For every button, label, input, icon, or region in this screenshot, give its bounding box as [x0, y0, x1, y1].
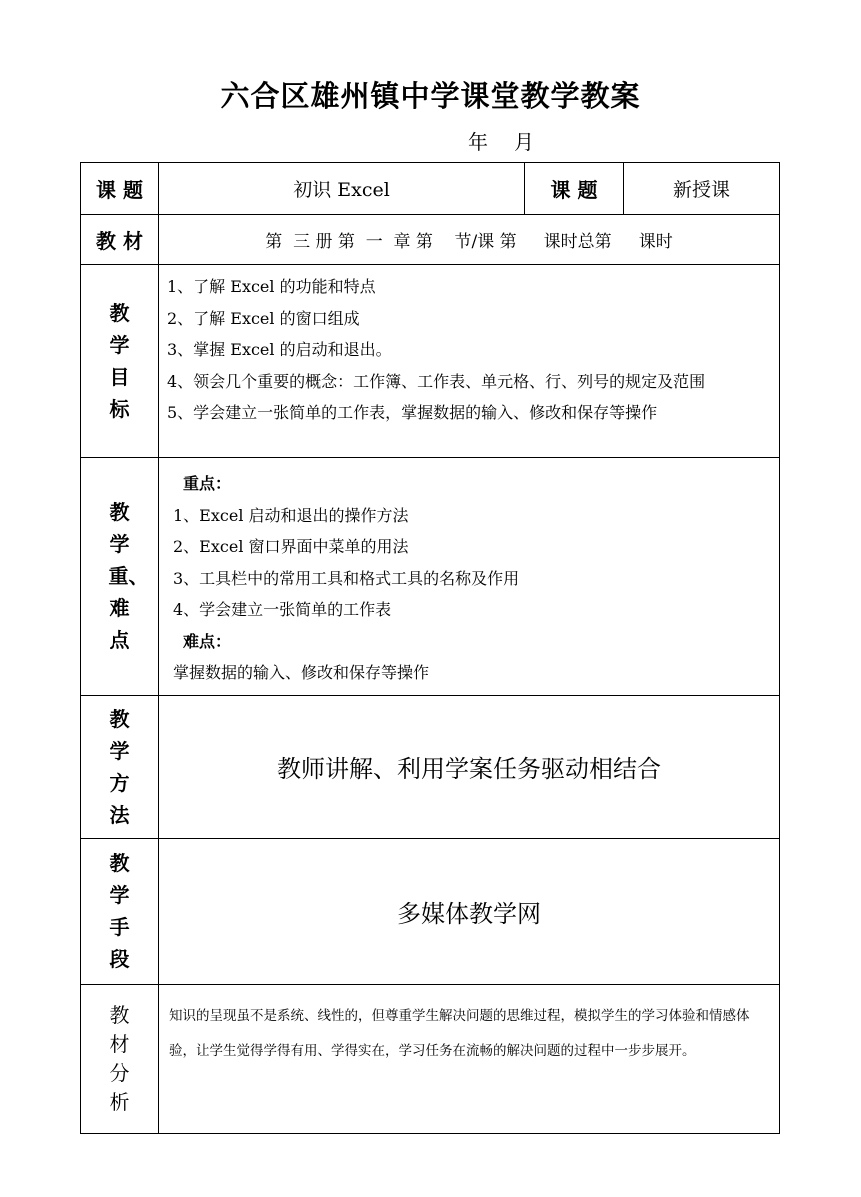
key-points-label-char: 点	[109, 628, 130, 653]
objectives-label-char: 标	[109, 397, 130, 421]
key-points-label	[81, 458, 159, 696]
key-points-row	[81, 458, 780, 696]
key-points-label-char: 学	[109, 532, 130, 557]
objective-item: 5、学会建立一张简单的工作表，掌握数据的输入、修改和保存等操作	[167, 403, 658, 422]
means-label-char: 手	[109, 915, 130, 939]
key-item: 3、工具栏中的常用工具和格式工具的名称及作用	[173, 568, 520, 588]
type-value: 新授课	[624, 163, 780, 215]
difficult-item: 掌握数据的输入、修改和保存等操作	[173, 663, 430, 682]
means-row	[81, 838, 780, 984]
type-label: 课 题	[525, 163, 624, 215]
objectives-list	[159, 265, 780, 458]
date-line	[468, 126, 560, 155]
topic-row	[81, 163, 780, 215]
analysis-label	[81, 984, 159, 1133]
analysis-label-char: 分	[109, 1060, 130, 1085]
textbook-value: 第 三 册 第 一 章 第 节/课 第 课时总第 课时	[159, 215, 780, 265]
objectives-label-char: 学	[109, 333, 130, 357]
key-item: 1、Excel 启动和退出的操作方法	[173, 505, 409, 525]
key-points-content	[159, 458, 780, 696]
method-label-char: 方	[109, 770, 130, 795]
method-label-char: 法	[109, 802, 130, 827]
analysis-row	[81, 984, 780, 1133]
objectives-row	[81, 265, 780, 458]
method-label-char: 教	[109, 706, 130, 731]
means-label	[81, 838, 159, 984]
method-row	[81, 695, 780, 838]
objective-item: 2、了解 Excel 的窗口组成	[167, 308, 360, 328]
objectives-label-char: 目	[109, 365, 130, 389]
objective-item: 4、领会几个重要的概念：工作簿、工作表、单元格、行、列号的规定及范围	[167, 371, 706, 391]
topic-label: 课 题	[81, 163, 159, 215]
method-label	[81, 695, 159, 838]
means-label-char: 学	[109, 883, 130, 907]
lesson-plan-table	[80, 162, 780, 1134]
objectives-label-char: 教	[109, 301, 130, 325]
key-points-label-char: 重、	[108, 564, 149, 589]
textbook-label: 教 材	[81, 215, 159, 265]
analysis-label-char: 析	[109, 1089, 130, 1114]
key-heading: 重点：	[183, 474, 232, 493]
document-title: 六合区雄州镇中学课堂教学教案	[220, 79, 641, 113]
key-points-label-char: 教	[109, 500, 130, 525]
analysis-value: 知识的呈现虽不是系统、线性的，但尊重学生解决问题的思维过程，模拟学生的学习体验和情感体验，让学生觉得学得有用、学得实在，学习任务在流畅的解决问题的过程中一步步展开。	[159, 984, 780, 1133]
method-label-char: 学	[109, 738, 130, 763]
topic-value: 初识 Excel	[159, 163, 525, 215]
means-label-char: 段	[109, 947, 130, 971]
key-item: 4、学会建立一张简单的工作表	[173, 600, 392, 619]
date-month: 月	[514, 130, 534, 154]
textbook-row	[81, 215, 780, 265]
key-item: 2、Excel 窗口界面中菜单的用法	[173, 537, 409, 556]
difficult-heading: 难点：	[183, 631, 232, 651]
objectives-label	[81, 265, 159, 458]
key-points-label-char: 难	[109, 596, 130, 621]
method-value: 教师讲解、利用学案任务驱动相结合	[159, 695, 780, 838]
date-year: 年	[468, 130, 488, 154]
analysis-label-char: 教	[109, 1002, 130, 1027]
means-value: 多媒体教学网	[159, 838, 780, 984]
means-label-char: 教	[109, 851, 130, 875]
objective-item: 3、掌握 Excel 的启动和退出。	[167, 340, 392, 359]
objective-item: 1、了解 Excel 的功能和特点	[167, 277, 376, 296]
analysis-label-char: 材	[109, 1031, 130, 1056]
